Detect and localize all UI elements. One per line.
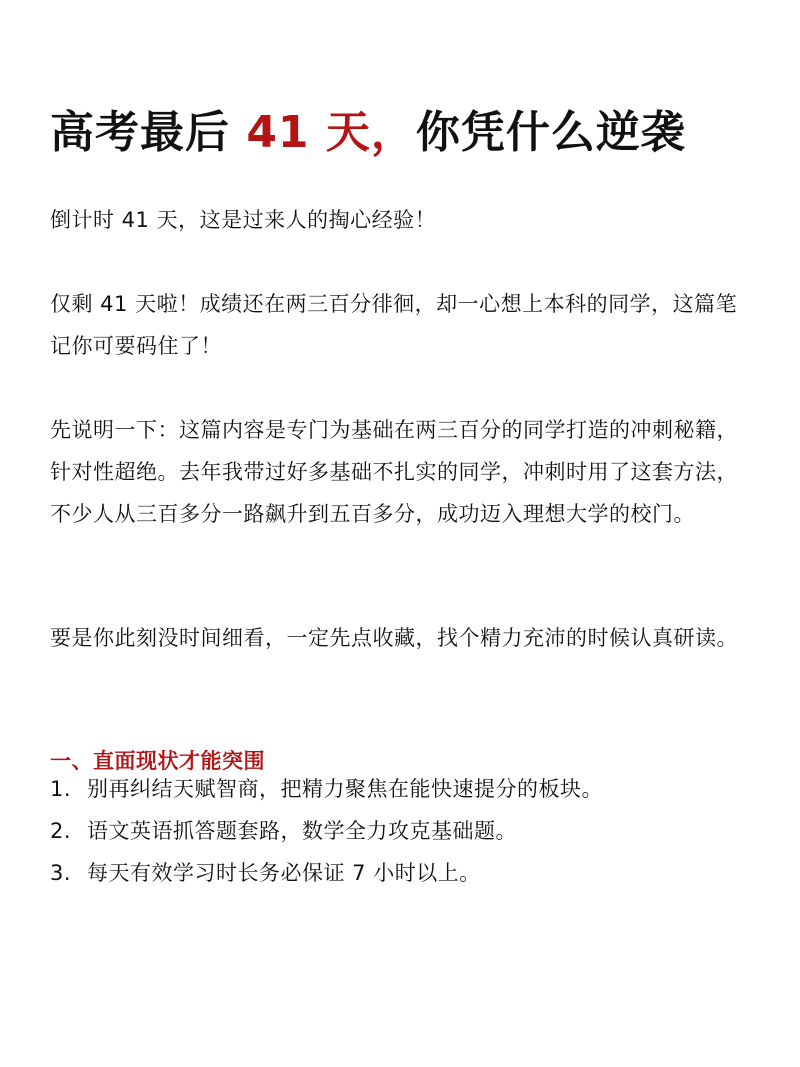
list-text: 语文英语抓答题套路，数学全力攻克基础题。 — [87, 819, 517, 843]
tips-list — [50, 768, 603, 894]
list-item — [50, 810, 603, 852]
title-suffix: 你凭什么逆袭 — [415, 107, 686, 159]
save-reminder-paragraph: 要是你此刻没时间细看，一定先点收藏，找个精力充沛的时候认真研读。 — [50, 626, 738, 650]
list-text: 别再纠结天赋智商，把精力聚焦在能快速提分的板块。 — [87, 777, 603, 801]
list-item — [50, 852, 603, 894]
title-highlight: 41 天， — [230, 107, 416, 159]
title-prefix: 高考最后 — [50, 107, 230, 159]
page-title — [50, 105, 686, 161]
target-audience-paragraph: 仅剩 41 天啦！成绩还在两三百分徘徊，却一心想上本科的同学，这篇笔记你可要码住了！ — [50, 292, 738, 358]
list-number: 2. — [50, 819, 72, 843]
list-number: 3. — [50, 861, 72, 885]
list-number: 1. — [50, 777, 72, 801]
explanation-paragraph: 先说明一下：这篇内容是专门为基础在两三百分的同学打造的冲刺秘籍，针对性超绝。去年我带过好多基础不扎实的同学，冲刺时用了这套方法，不少人从三百多分一路飙升到五百多分，成功迈入理想大学的校门。 — [50, 418, 738, 526]
section-heading: 一、直面现状才能突围 — [50, 749, 265, 774]
list-item — [50, 768, 603, 810]
list-text: 每天有效学习时长务必保证 7 小时以上。 — [87, 861, 481, 885]
intro-paragraph: 倒计时 41 天，这是过来人的掏心经验！ — [50, 208, 437, 232]
